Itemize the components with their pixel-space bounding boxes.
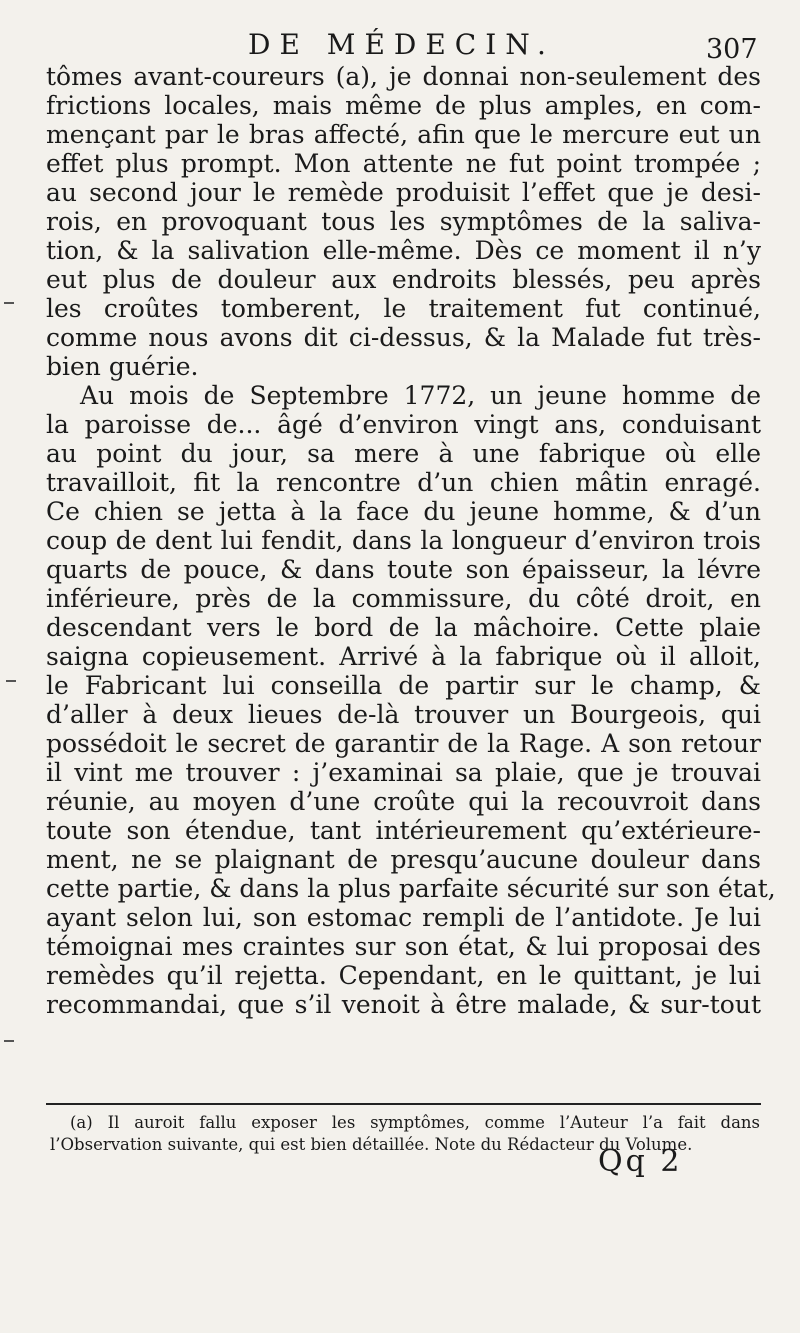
- text-line: tômes avant-coureurs (a), je donnai non-seulement des: [46, 62, 761, 91]
- text-line: mençant par le bras affecté, afin que le mercure eut un: [46, 120, 761, 149]
- text-line: au second jour le remède produisit l’effet que je desi-: [46, 178, 761, 207]
- text-line: comme nous avons dit ci-dessus, & la Malade fut très-: [46, 323, 761, 352]
- text-line: réunie, au moyen d’une croûte qui la recouvroit dans: [46, 787, 761, 816]
- text-line: tion, & la salivation elle-même. Dès ce moment il n’y: [46, 236, 761, 265]
- text-line: descendant vers le bord de la mâchoire. Cette plaie: [46, 613, 761, 642]
- text-line: recommandai, que s’il venoit à être malade, & sur-tout: [46, 990, 761, 1019]
- text-line: ment, ne se plaignant de presqu’aucune douleur dans: [46, 845, 761, 874]
- page-number: 307: [706, 34, 758, 65]
- text-line: toute son étendue, tant intérieurement qu’extérieure-: [46, 816, 761, 845]
- text-line: au point du jour, sa mere à une fabrique où elle: [46, 439, 761, 468]
- signature-mark: Qq 2: [598, 1144, 683, 1179]
- text-line: effet plus prompt. Mon attente ne fut point trompée ;: [46, 149, 761, 178]
- paragraph-1: [46, 62, 761, 381]
- text-line: frictions locales, mais même de plus amples, en com-: [46, 91, 761, 120]
- text-line: la paroisse de... âgé d’environ vingt ans, conduisant: [46, 410, 761, 439]
- text-line: remèdes qu’il rejetta. Cependant, en le quittant, je lui: [46, 961, 761, 990]
- text-line: eut plus de douleur aux endroits blessés, peu après: [46, 265, 761, 294]
- margin-mark: [6, 680, 16, 682]
- footnote-line: l’Observation suivante, qui est bien détaillée. Note du Rédacteur du Volume.: [50, 1135, 693, 1154]
- text-line: saigna copieusement. Arrivé à la fabrique où il alloit,: [46, 642, 761, 671]
- text-line: les croûtes tomberent, le traitement fut continué,: [46, 294, 761, 323]
- text-line: possédoit le secret de garantir de la Rage. A son retour: [46, 729, 761, 758]
- text-line: bien guérie.: [46, 352, 199, 381]
- footnote-rule: [46, 1103, 761, 1105]
- text-line: Ce chien se jetta à la face du jeune homme, & d’un: [46, 497, 761, 526]
- text-line: rois, en provoquant tous les symptômes de la saliva-: [46, 207, 761, 236]
- text-line: Au mois de Septembre 1772, un jeune homme de: [80, 381, 761, 410]
- body-text: [46, 62, 776, 1019]
- margin-mark: [4, 302, 14, 304]
- text-line: cette partie, & dans la plus parfaite sécurité sur son état,: [46, 874, 776, 903]
- running-head: DE MÉDECIN.: [248, 28, 555, 61]
- text-line: ayant selon lui, son estomac rempli de l’antidote. Je lui: [46, 903, 761, 932]
- text-line: témoignai mes craintes sur son état, & lui proposai des: [46, 932, 761, 961]
- text-line: coup de dent lui fendit, dans la longueur d’environ trois: [46, 526, 761, 555]
- text-line: d’aller à deux lieues de-là trouver un Bourgeois, qui: [46, 700, 761, 729]
- text-line: inférieure, près de la commissure, du côté droit, en: [46, 584, 761, 613]
- text-line: le Fabricant lui conseilla de partir sur le champ, &: [46, 671, 761, 700]
- text-line: il vint me trouver : j’examinai sa plaie, que je trouvai: [46, 758, 761, 787]
- text-line: quarts de pouce, & dans toute son épaisseur, la lévre: [46, 555, 761, 584]
- paragraph-2: [46, 381, 776, 1019]
- footnote-line: (a) Il auroit fallu exposer les symptômes, comme l’Auteur l’a fait dans: [70, 1113, 760, 1132]
- text-line: travailloit, fit la rencontre d’un chien mâtin enragé.: [46, 468, 761, 497]
- margin-mark: [4, 1040, 14, 1042]
